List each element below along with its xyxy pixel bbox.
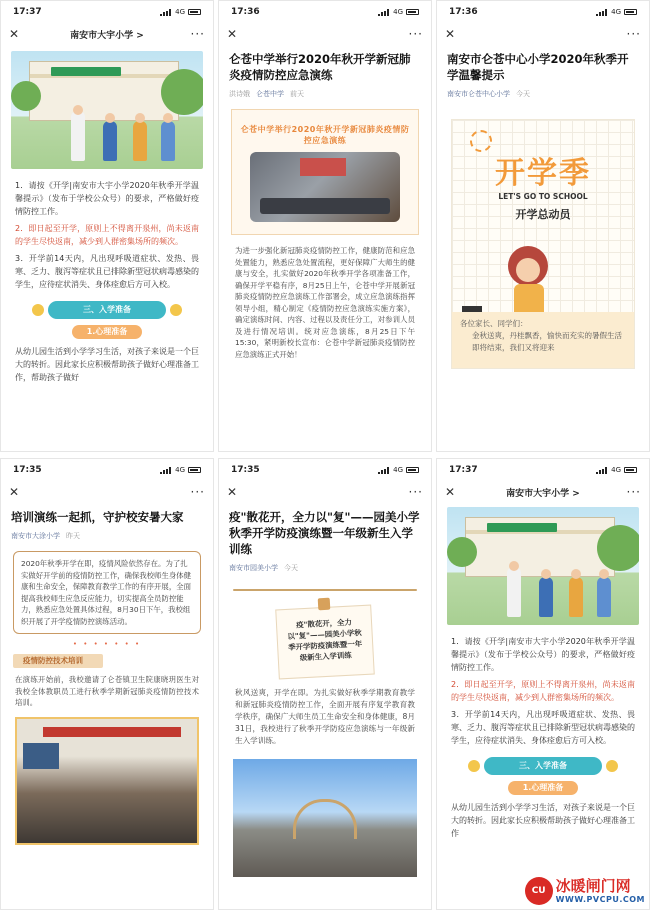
status-bar	[437, 459, 649, 481]
paragraph-2: 2．即日起至开学，原则上不得离开泉州，尚未返南的学生尽快返南，减少到人群密集场所的频次。	[451, 680, 635, 702]
article-body: 在演练开始前，我校邀请了仑苍镇卫生院康晓玥医生对我校全体教职员工进行秋季学期新冠肺炎疫情防控技术培训。	[15, 675, 199, 707]
paragraph-1: 1．请按《开学|南安市大宇小学2020年秋季开学温馨提示》（发布于学校公众号）的要求，严格做好疫情防控工作。	[451, 637, 635, 672]
watermark-logo: CU	[525, 877, 553, 905]
article-date: 今天	[284, 564, 298, 572]
account-link[interactable]: 南安市大涂小学	[11, 532, 60, 540]
article-body: 秋风送爽，开学在即。为扎实做好秋季学期教育教学和新冠肺炎疫情防控工作，全面开展有序复学教育教学秩序，确保广大师生员工生命安全和身体健康，8月31日，我校进行了秋季开学防疫应急演练与一年级新生入学训练。	[235, 688, 415, 745]
article-author: 洪诗娥	[229, 90, 250, 98]
status-time: 17:36	[231, 7, 260, 17]
more-icon[interactable]: ···	[190, 27, 205, 41]
status-bar	[219, 459, 431, 481]
battery-icon	[188, 9, 201, 15]
status-bar	[437, 1, 649, 23]
status-icons	[596, 466, 637, 474]
paragraph-3: 3．开学前14天内，凡出现呼吸道症状、发热、畏寒、乏力、腹泻等症状且已排除新型冠状病毒感染的学生，应待症状消失、身体痊愈后方可入校。	[451, 710, 635, 745]
account-link[interactable]: 南安市仑苍中心小学	[447, 90, 510, 98]
article-date: 昨天	[66, 532, 80, 540]
article-title: 南安市仑苍中心小学2020年秋季开学温馨提示	[447, 52, 629, 82]
screen-3	[436, 0, 650, 452]
close-icon[interactable]: ✕	[9, 27, 20, 41]
poster-subtitle: 开学总动员	[515, 208, 571, 221]
paragraph-1: 1．请按《开学|南安市大宇小学2020年秋季开学温馨提示》（发布于学校公众号）的要求，严格做好疫情防控工作。	[15, 181, 199, 216]
status-bar	[1, 1, 213, 23]
more-icon[interactable]: ···	[190, 485, 205, 499]
epidemic-check-illustration	[447, 507, 639, 625]
article-meta	[219, 83, 431, 105]
status-icons	[596, 8, 637, 16]
subsection-pill: 1.心理准备	[508, 781, 578, 795]
more-icon[interactable]: ···	[626, 485, 641, 499]
nav-bar	[219, 481, 431, 503]
article-body: 为进一步强化新冠肺炎疫情防控工作，健康防范和应急处置能力，熟悉应急处置流程，更好保障广大师生的健康与安全，扎实做好2020年秋季开学各项准备工作，确保开学平稳有序，8月25日上午，仑苍中学开展新冠肺炎疫情防控应急演练工作部署会，成立应急演练指挥领导小组，精心制定《疫情防控应急演练实施方案》，确定演练时间、内容、过程以及责任分工，对参训人员及进行情况培训。统对应急演练，8月25日下午15:30，紧明新校长宣布：仑苍中学新冠肺炎疫情防控应急演练正式开始！	[235, 246, 415, 359]
more-icon[interactable]: ···	[408, 485, 423, 499]
article-title: 疫"散花开，全力以"复"——园美小学秋季开学防疫演练暨一年级新生入学训练	[229, 510, 420, 556]
headline-card	[231, 109, 419, 235]
section-title: 三、入学准备	[48, 301, 166, 319]
status-icons	[160, 466, 201, 474]
paragraph-3: 3．开学前14天内，凡出现呼吸道症状、发热、畏寒、乏力、腹泻等症状且已排除新型冠状病毒感染的学生，应待症状消失、身体痊愈后方可入校。	[15, 254, 199, 289]
girl-illustration	[508, 246, 548, 286]
status-icons	[160, 8, 201, 16]
more-icon[interactable]: ···	[626, 27, 641, 41]
hanging-rope	[233, 589, 417, 591]
school-start-poster	[451, 119, 635, 369]
status-time: 17:36	[449, 7, 478, 17]
signal-icon	[596, 467, 608, 474]
subsection-pill: 1.心理准备	[72, 325, 142, 339]
status-time: 17:37	[13, 7, 42, 17]
section-title: 三、入学准备	[484, 757, 602, 775]
status-bar	[219, 1, 431, 23]
screen-2	[218, 0, 432, 452]
nav-bar	[219, 23, 431, 45]
school-gate-photo	[233, 759, 417, 877]
article-title: 培训演练一起抓，守护校安暑大家	[11, 510, 184, 524]
network-label: 4G	[175, 8, 185, 16]
status-time: 17:37	[449, 465, 478, 475]
signal-icon	[160, 9, 172, 16]
more-icon[interactable]: ···	[408, 27, 423, 41]
hanging-card: 疫"散花开，全力以"复"——园美小学秋季开学防疫演练暨一年级新生入学训练	[275, 605, 375, 680]
intro-frame: 2020年秋季开学在即，疫情风险依然存在。为了扎实做好开学前的疫情防控工作，确保我校师生身体健康和生命安全，保障教育教学工作的有序开展，全面提高我校师生应急反应能力，切实提高全员防控能力，熟悉应急处置具体过程，8月30日下午，我校组织开展了开学疫情防控演练活动。	[13, 551, 201, 634]
watermark-url: WWW.PVCPU.COM	[555, 895, 645, 904]
status-time: 17:35	[13, 465, 42, 475]
close-icon[interactable]: ✕	[9, 485, 20, 499]
paragraph-2: 2．即日起至开学，原则上不得离开泉州，尚未返南的学生尽快返南，减少到人群密集场所的频次。	[15, 224, 199, 246]
account-name-link[interactable]: 南安市大宇小学 >	[70, 30, 144, 41]
network-label: 4G	[611, 466, 621, 474]
battery-icon	[406, 9, 419, 15]
battery-icon	[624, 467, 637, 473]
status-icons	[378, 8, 419, 16]
greeting-note	[452, 312, 634, 368]
greeting-body: 金秋送爽，丹桂飘香，愉快而充实的暑假生活即将结束，我们又将迎来	[472, 331, 622, 352]
training-photo	[15, 717, 199, 845]
battery-icon	[406, 467, 419, 473]
network-label: 4G	[611, 8, 621, 16]
close-icon[interactable]: ✕	[445, 485, 456, 499]
account-link[interactable]: 南安市园美小学	[229, 564, 278, 572]
article-meta	[1, 525, 213, 547]
watermark-name: 冰暖闸门网	[555, 877, 631, 895]
screen-1	[0, 0, 214, 452]
dots-divider: • • • • • • •	[72, 640, 142, 648]
tail-paragraph: 从幼儿园生活到小学学习生活，对孩子来说是一个巨大的转折。因此家长应积极帮助孩子做好心理准备工作	[451, 803, 635, 838]
drill-meeting-photo	[250, 152, 400, 222]
section-tab: 疫情防控技术培训	[13, 654, 103, 668]
article-date: 前天	[290, 90, 304, 98]
status-bar	[1, 459, 213, 481]
screen-5	[218, 458, 432, 910]
signal-icon	[160, 467, 172, 474]
nav-bar	[1, 481, 213, 503]
network-label: 4G	[175, 466, 185, 474]
tail-paragraph: 从幼儿园生活到小学学习生活，对孩子来说是一个巨大的转折。因此家长应积极帮助孩子做好心理准备工作，帮助孩子做好	[15, 347, 199, 382]
article-date: 今天	[516, 90, 530, 98]
screen-6	[436, 458, 650, 910]
network-label: 4G	[393, 8, 403, 16]
nav-bar	[1, 23, 213, 45]
article-title: 仑苍中学举行2020年秋开学新冠肺炎疫情防控应急演练	[229, 52, 411, 82]
nav-bar	[437, 23, 649, 45]
poster-headline: 开学季	[495, 156, 591, 191]
status-icons	[378, 466, 419, 474]
status-time: 17:35	[231, 465, 260, 475]
account-link[interactable]: 仑苍中学	[256, 90, 284, 98]
battery-icon	[188, 467, 201, 473]
greeting-salutation: 各位家长、同学们：	[460, 319, 528, 328]
signal-icon	[596, 9, 608, 16]
close-icon[interactable]: ✕	[445, 27, 456, 41]
account-name-link[interactable]: 南安市大宇小学 >	[506, 488, 580, 499]
close-icon[interactable]: ✕	[227, 27, 238, 41]
battery-icon	[624, 9, 637, 15]
poster-english: LET'S GO TO SCHOOL	[498, 192, 588, 201]
signal-icon	[378, 467, 390, 474]
article-meta	[437, 83, 649, 105]
nav-bar	[437, 481, 649, 503]
epidemic-check-illustration	[11, 51, 203, 169]
network-label: 4G	[393, 466, 403, 474]
article-meta	[219, 557, 431, 579]
signal-icon	[378, 9, 390, 16]
card-title: 仑苍中学举行2020年秋开学新冠肺炎疫情防控应急演练	[240, 125, 410, 145]
site-watermark	[525, 877, 645, 905]
screen-4	[0, 458, 214, 910]
close-icon[interactable]: ✕	[227, 485, 238, 499]
